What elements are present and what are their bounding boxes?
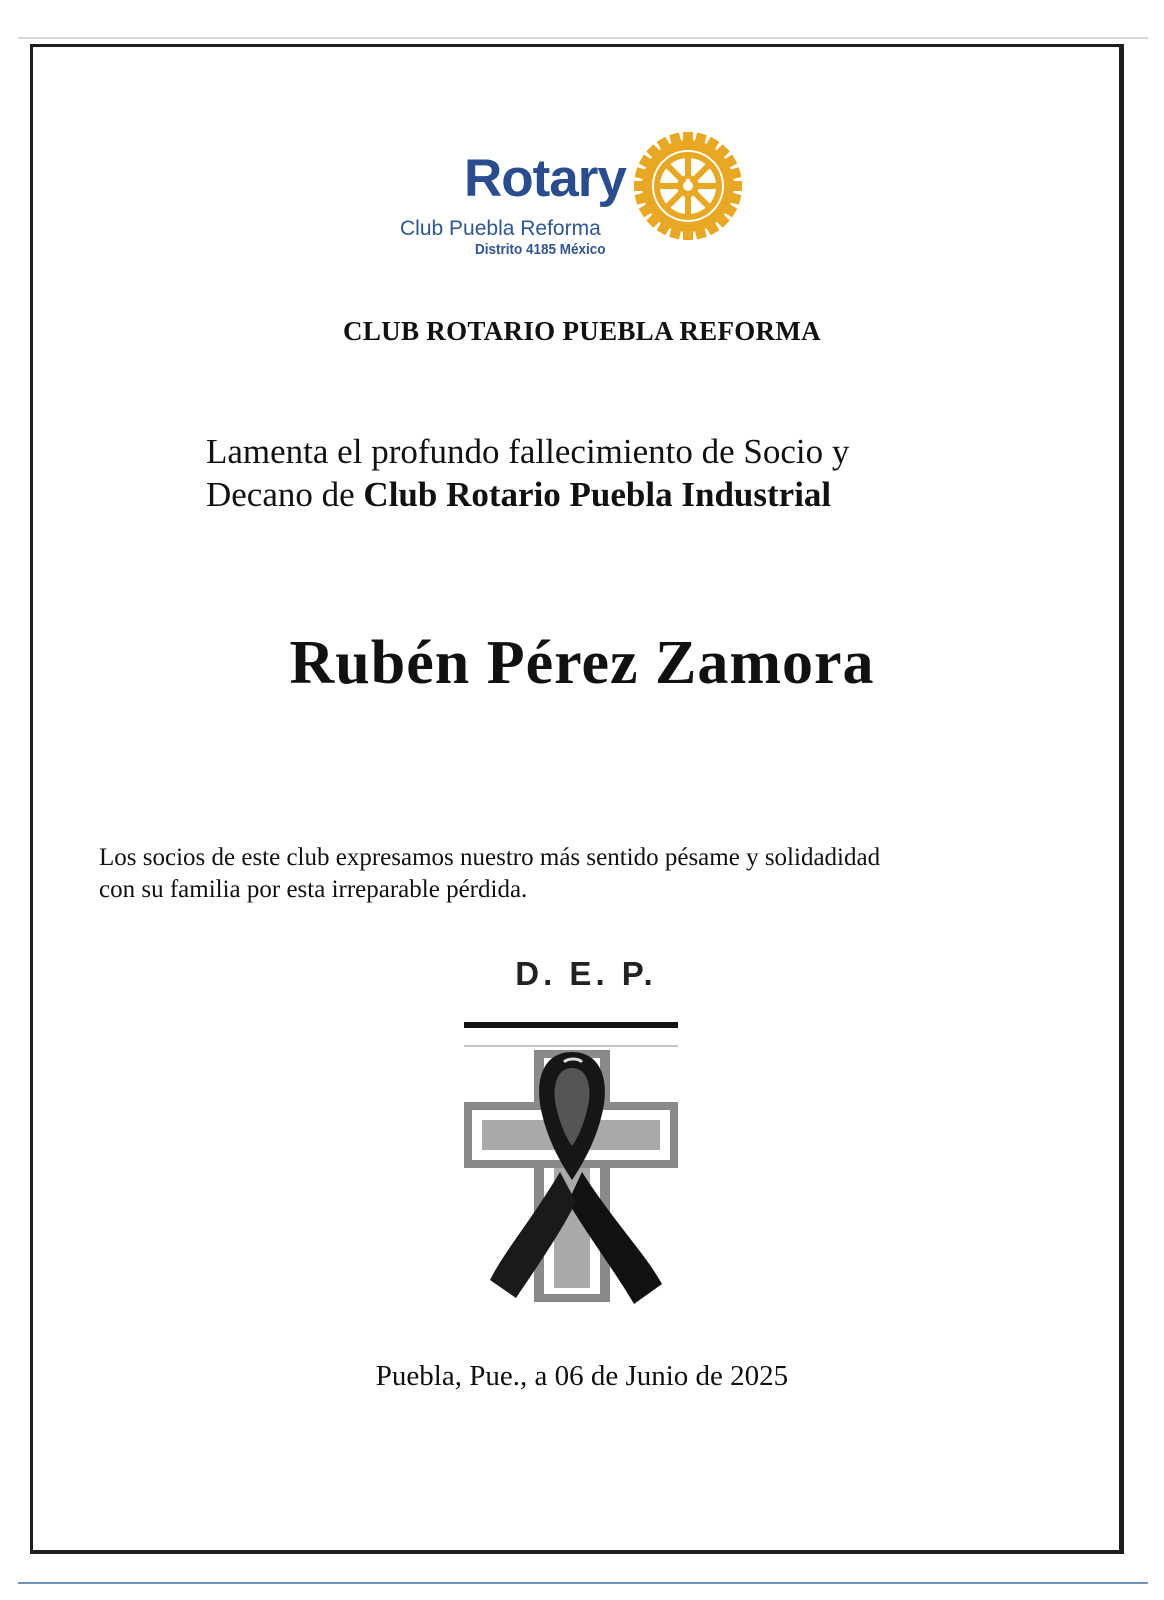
message-line-1: Los socios de este club expresamos nuestro más sentido pésame y solidadidad xyxy=(99,844,881,871)
document-frame xyxy=(30,44,1124,1554)
logo-wordmark: Rotary xyxy=(464,149,626,208)
deceased-name: Rubén Pérez Zamora xyxy=(289,629,875,697)
cross-with-black-ribbon-icon xyxy=(464,1022,680,1304)
top-divider xyxy=(18,37,1148,39)
rotary-wheel-icon xyxy=(632,130,744,242)
message-line-2: con su familia por esta irreparable pérdida. xyxy=(99,876,528,903)
lament-line-2 xyxy=(206,473,849,516)
lament-line-2-prefix: Decano de xyxy=(206,475,364,514)
rotary-logo xyxy=(400,130,770,270)
condolence-message xyxy=(99,842,1099,906)
bottom-divider xyxy=(18,1582,1148,1584)
date-line: Puebla, Pue., a 06 de Junio de 2025 xyxy=(375,1360,789,1392)
dep-heading: D. E. P. xyxy=(515,955,657,992)
logo-district: Distrito 4185 México xyxy=(475,241,606,258)
lament-line-1: Lamenta el profundo fallecimiento de Socio y xyxy=(206,432,850,471)
club-title: CLUB ROTARIO PUEBLA REFORMA xyxy=(343,316,821,346)
lament-text xyxy=(206,430,849,516)
lament-club-name: Club Rotario Puebla Industrial xyxy=(363,475,832,514)
logo-club-name: Club Puebla Reforma xyxy=(400,217,601,240)
